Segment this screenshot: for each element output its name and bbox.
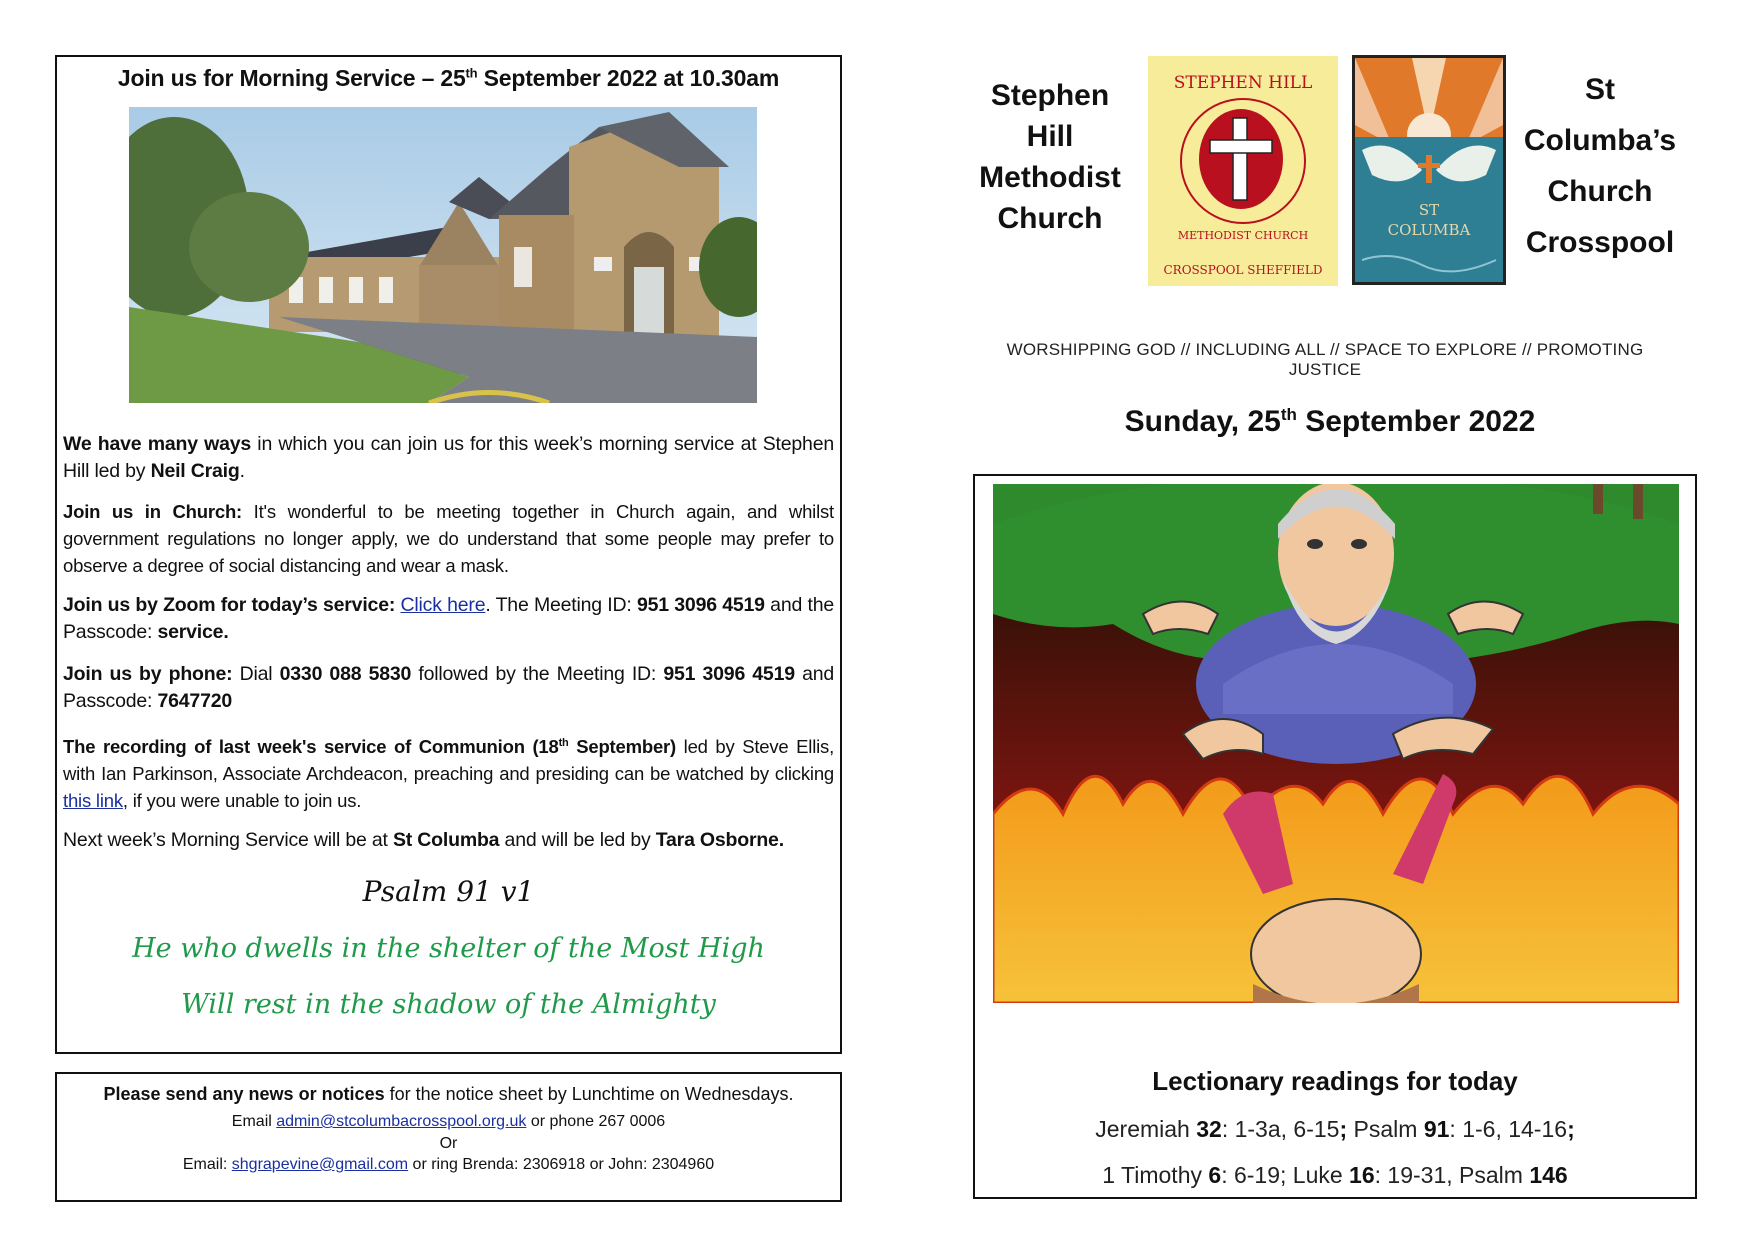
stephen-hill-logo: [1148, 56, 1338, 286]
psalm-line-1: He who dwells in the shelter of the Most High: [132, 933, 765, 964]
readings-line-2: 1 Timothy 6: 6-19; Luke 16: 19-31, Psalm 146: [1102, 1162, 1568, 1188]
service-box: [55, 55, 842, 1054]
notice-line-1: Please send any news or notices for the notice sheet by Lunchtime on Wednesdays.: [103, 1084, 794, 1104]
rich-man-lazarus-illustration: [993, 484, 1679, 1003]
recording-link[interactable]: this link: [63, 790, 123, 812]
ways-to-join-paragraph: We have many ways in which you can join us for this week’s morning service at Stephen Hill led by Neil Craig.: [63, 433, 834, 482]
date-heading: Sunday, 25th September 2022: [1124, 405, 1536, 438]
notice-box: [55, 1072, 842, 1202]
join-in-church-paragraph: Join us in Church: It's wonderful to be meeting together in Church again, and whilst government regulations no longer apply, we do understand that some people may prefer to observe a degree of social distancing and wear a mask.: [63, 501, 834, 576]
recording-paragraph: The recording of last week's service of Communion (18th September) led by Steve Ellis, with Ian Parkinson, Associate Archdeacon, preaching and presiding can be watched by clicking this link, if you were unable to join us.: [63, 736, 835, 812]
svg-text:STEPHEN HILL: STEPHEN HILL: [1173, 73, 1313, 93]
svg-text:CROSSPOOL SHEFFIELD: CROSSPOOL SHEFFIELD: [1163, 263, 1323, 277]
readings-title: Lectionary readings for today: [1152, 1066, 1518, 1096]
service-title: Join us for Morning Service – 25th September 2022 at 10.30am: [117, 65, 780, 91]
svg-text:ST: ST: [1418, 201, 1440, 219]
zoom-click-here-link[interactable]: Click here: [400, 594, 486, 616]
notice-line-or: Or: [439, 1135, 458, 1152]
zoom-paragraph: Join us by Zoom for today’s service: Click here. The Meeting ID: 951 3096 4519 and the Passcode: service.: [63, 594, 834, 643]
admin-email-link[interactable]: admin@stcolumbacrosspool.org.uk: [276, 1113, 527, 1130]
notice-line-2: Email admin@stcolumbacrosspool.org.uk or phone 267 0006: [231, 1113, 666, 1130]
stephen-hill-church-name: Stephen Hill Methodist Church: [979, 79, 1121, 235]
svg-text:COLUMBA: COLUMBA: [1387, 221, 1471, 239]
psalm-line-2: Will rest in the shadow of the Almighty: [181, 989, 716, 1020]
notice-line-4: Email: shgrapevine@gmail.com or ring Brenda: 2306918 or John: 2304960: [182, 1156, 715, 1173]
next-week-paragraph: Next week’s Morning Service will be at St Columba and will be led by Tara Osborne.: [63, 829, 784, 851]
phone-paragraph: Join us by phone: Dial 0330 088 5830 followed by the Meeting ID: 951 3096 4519 and Passcode: 7647720: [63, 663, 835, 712]
psalm-reference: Psalm 91 v1: [362, 875, 535, 908]
tagline: WORSHIPPING GOD // INCLUDING ALL // SPACE TO EXPLORE // PROMOTING JUSTICE: [1006, 340, 1644, 379]
svg-text:METHODIST CHURCH: METHODIST CHURCH: [1177, 229, 1309, 242]
readings-box: [973, 474, 1697, 1199]
grapevine-email-link[interactable]: shgrapevine@gmail.com: [231, 1156, 409, 1173]
st-columba-banner: [1352, 55, 1506, 285]
readings-line-1: Jeremiah 32: 1-3a, 6-15; Psalm 91: 1-6, 14-16;: [1095, 1116, 1575, 1142]
church-photo: [129, 107, 757, 403]
st-columba-church-name: St Columba’s Church Crosspool: [1523, 73, 1677, 259]
